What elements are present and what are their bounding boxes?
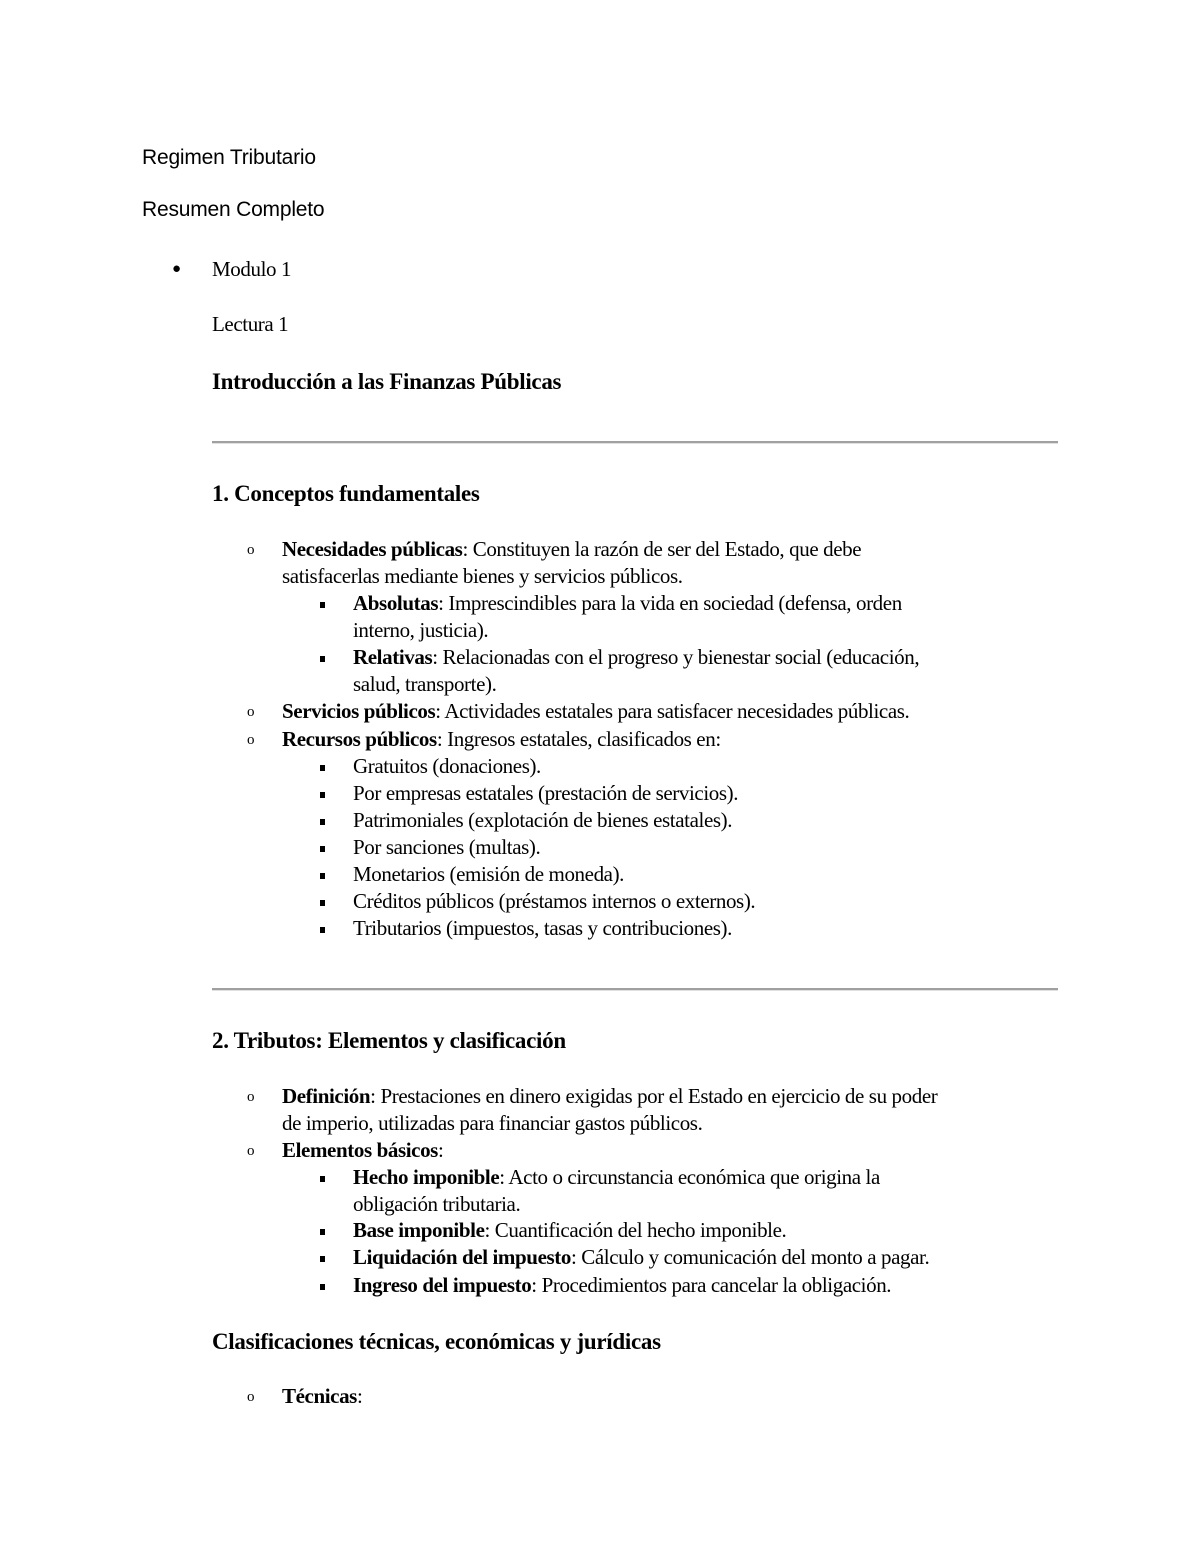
list-item-cont: obligación tributaria. bbox=[353, 1192, 521, 1216]
circle-bullet-icon: o bbox=[247, 1143, 255, 1159]
list-item: Servicios públicos: Actividades estatales para satisfacer necesidades públicas. bbox=[282, 699, 910, 723]
list-item: Por sanciones (multas). bbox=[353, 835, 541, 859]
circle-bullet-icon: o bbox=[247, 732, 255, 748]
circle-bullet-icon: o bbox=[247, 542, 255, 558]
square-bullet-icon bbox=[320, 900, 325, 906]
section3-title: Clasificaciones técnicas, económicas y jurídicas bbox=[212, 1329, 661, 1354]
circle-bullet-icon: o bbox=[247, 1089, 255, 1105]
list-item-cont: satisfacerlas mediante bienes y servicios públicos. bbox=[282, 564, 683, 588]
list-item: Elementos básicos: bbox=[282, 1138, 444, 1162]
list-item: Base imponible: Cuantificación del hecho imponible. bbox=[353, 1218, 787, 1242]
list-item-cont: de imperio, utilizadas para financiar gastos públicos. bbox=[282, 1111, 703, 1135]
square-bullet-icon bbox=[320, 1284, 325, 1290]
list-item: Técnicas: bbox=[282, 1384, 363, 1408]
list-item-cont: interno, justicia). bbox=[353, 618, 489, 642]
list-item: Gratuitos (donaciones). bbox=[353, 754, 541, 778]
list-item: Tributarios (impuestos, tasas y contribuciones). bbox=[353, 916, 732, 940]
section1-title: 1. Conceptos fundamentales bbox=[212, 481, 480, 506]
document-subtitle: Resumen Completo bbox=[142, 198, 325, 221]
list-item: Por empresas estatales (prestación de servicios). bbox=[353, 781, 739, 805]
circle-bullet-icon: o bbox=[247, 704, 255, 720]
bullet-icon: ● bbox=[172, 261, 182, 277]
list-item: Ingreso del impuesto: Procedimientos para cancelar la obligación. bbox=[353, 1273, 892, 1297]
list-item: Monetarios (emisión de moneda). bbox=[353, 862, 625, 886]
square-bullet-icon bbox=[320, 602, 325, 608]
list-item: Relativas: Relacionadas con el progreso y bienestar social (educación, bbox=[353, 645, 920, 669]
list-item: Patrimoniales (explotación de bienes estatales). bbox=[353, 808, 733, 832]
divider bbox=[212, 441, 1058, 444]
square-bullet-icon bbox=[320, 765, 325, 771]
square-bullet-icon bbox=[320, 792, 325, 798]
list-item: Absolutas: Imprescindibles para la vida en sociedad (defensa, orden bbox=[353, 591, 902, 615]
circle-bullet-icon: o bbox=[247, 1389, 255, 1405]
square-bullet-icon bbox=[320, 819, 325, 825]
list-item: Recursos públicos: Ingresos estatales, clasificados en: bbox=[282, 727, 721, 751]
list-item: Necesidades públicas: Constituyen la razón de ser del Estado, que debe bbox=[282, 537, 862, 561]
divider bbox=[212, 988, 1058, 991]
list-item: Créditos públicos (préstamos internos o externos). bbox=[353, 889, 756, 913]
section2-title: 2. Tributos: Elementos y clasificación bbox=[212, 1028, 566, 1053]
square-bullet-icon bbox=[320, 1256, 325, 1262]
list-item: Hecho imponible: Acto o circunstancia económica que origina la bbox=[353, 1165, 880, 1189]
square-bullet-icon bbox=[320, 1229, 325, 1235]
module-label: Modulo 1 bbox=[212, 257, 292, 281]
square-bullet-icon bbox=[320, 873, 325, 879]
list-item-cont: salud, transporte). bbox=[353, 672, 497, 696]
list-item: Liquidación del impuesto: Cálculo y comunicación del monto a pagar. bbox=[353, 1245, 930, 1269]
square-bullet-icon bbox=[320, 927, 325, 933]
square-bullet-icon bbox=[320, 656, 325, 662]
list-item: Definición: Prestaciones en dinero exigidas por el Estado en ejercicio de su poder bbox=[282, 1084, 938, 1108]
square-bullet-icon bbox=[320, 1176, 325, 1182]
square-bullet-icon bbox=[320, 846, 325, 852]
section-heading: Introducción a las Finanzas Públicas bbox=[212, 369, 562, 394]
reading-label: Lectura 1 bbox=[212, 312, 289, 336]
document-title: Regimen Tributario bbox=[142, 146, 316, 169]
